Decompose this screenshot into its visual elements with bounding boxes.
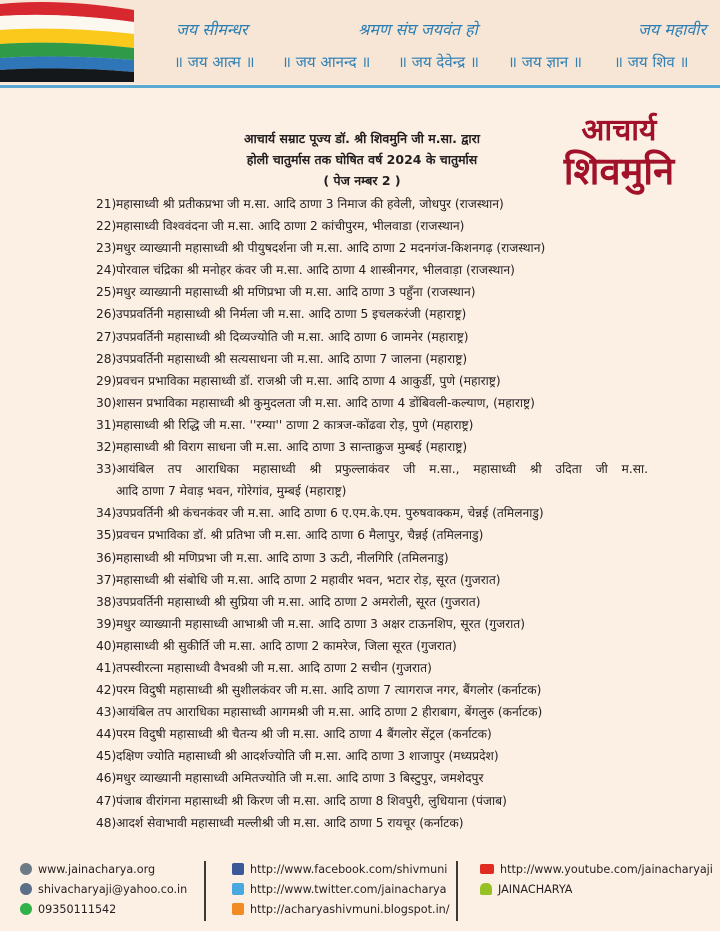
footer-android[interactable] (480, 883, 572, 899)
list-item (96, 414, 648, 436)
item-text: उपप्रवर्तिनी महासाध्वी श्री दिव्यज्योति जी म.सा. आदि ठाणा 6 जामनेर (महाराष्ट्र) (116, 329, 469, 344)
item-number: 38) (96, 594, 117, 609)
list-item (96, 502, 648, 524)
item-number: 22) (96, 219, 117, 234)
chaturmas-list (96, 193, 648, 834)
jain-flag-icon (0, 0, 134, 82)
blogger-icon (232, 903, 244, 915)
item-number: 45) (96, 749, 117, 764)
list-item (96, 237, 648, 259)
item-text: प्रवचन प्रभाविका महासाध्वी डॉ. राजश्री जी म.सा. आदि ठाणा 4 आकुर्डी, पुणे (महाराष्ट्र) (116, 373, 501, 388)
whatsapp-icon (20, 903, 32, 915)
item-number: 31) (96, 417, 117, 432)
globe-icon (20, 863, 32, 875)
item-text: मधुर व्याख्यानी महासाध्वी श्री पीयुषदर्शना जी म.सा. आदि ठाणा 2 मदनगंज-किशनगढ़ (राजस्थान) (116, 241, 546, 256)
item-text: दक्षिण ज्योति महासाध्वी श्री आदर्शज्योति जी म.सा. आदि ठाणा 3 शाजापुर (मध्यप्रदेश) (116, 749, 499, 764)
item-text: तपस्वीरत्ना महासाध्वी वैभवश्री जी म.सा. आदि ठाणा 2 सचीन (गुजरात) (116, 660, 432, 675)
item-text: परम विदुषी महासाध्वी श्री सुशीलकंवर जी म.सा. आदि ठाणा 7 त्यागराज नगर, बैंगलोर (कर्नाटक) (116, 683, 542, 698)
twitter-link[interactable]: http://www.twitter.com/jainacharya (250, 883, 447, 896)
item-text: महासाध्वी श्री रिद्धि जी म.सा. ''रम्या'' ठाणा 2 कात्रज-कोंढवा रोड़, पुणे (महाराष्ट्र) (116, 417, 474, 432)
item-number: 48) (96, 815, 117, 830)
list-item (96, 392, 648, 414)
item-text-continued: आदि ठाणा 7 मेवाड़ भवन, गोरेगांव, मुम्बई (महाराष्ट्र) (116, 484, 347, 499)
item-number: 25) (96, 285, 117, 300)
item-text: महासाध्वी श्री संबोधि जी म.सा. आदि ठाणा 2 महावीर भवन, भटार रोड़, सूरत (गुजरात) (116, 572, 501, 587)
item-number: 40) (96, 638, 117, 653)
item-number: 27) (96, 329, 117, 344)
item-text: पंजाब वीरांगना महासाध्वी श्री किरण जी म.सा. आदि ठाणा 8 शिवपुरी, लुधियाना (पंजाब) (116, 793, 507, 808)
list-item (96, 259, 648, 281)
list-item (96, 303, 648, 325)
android-icon (480, 883, 492, 895)
facebook-link[interactable]: http://www.facebook.com/shivmuni (250, 863, 448, 876)
list-item (96, 547, 648, 569)
list-item (96, 281, 648, 303)
blog-link[interactable]: http://acharyashivmuni.blogspot.in/ (250, 903, 450, 916)
jaya-aatm: ॥ जय आत्म ॥ (174, 53, 255, 71)
item-number: 30) (96, 395, 117, 410)
title-line-1: आचार्य सम्राट पूज्य डॉ. श्री शिवमुनि जी म.सा. द्वारा (243, 131, 481, 146)
list-item (96, 679, 648, 701)
item-number: 28) (96, 351, 117, 366)
item-text: मधुर व्याख्यानी महासाध्वी श्री मणिप्रभा जी म.सा. आदि ठाणा 3 पहुँना (राजस्थान) (116, 285, 476, 300)
item-number: 23) (96, 241, 117, 256)
item-text: उपप्रवर्तिनी श्री कंचनकंवर जी म.सा. आदि ठाणा 6 ए.एम.के.एम. पुरुषवाक्कम, चेन्नई (तमिलनाडु) (116, 506, 544, 521)
item-number: 36) (96, 550, 117, 565)
phone-number[interactable]: 09350111542 (38, 903, 117, 916)
acharya-shivmuni-logo (534, 112, 704, 202)
page-footer (0, 847, 720, 931)
item-text: परम विदुषी महासाध्वी श्री चैतन्य श्री जी म.सा. आदि ठाणा 4 बैंगलोर सेंट्रल (कर्नाटक) (116, 727, 492, 742)
page-header (0, 0, 720, 84)
list-item (96, 790, 648, 812)
item-number: 43) (96, 705, 117, 720)
item-text: उपप्रवर्तिनी महासाध्वी श्री निर्मला जी म.सा. आदि ठाणा 5 इचलकरंजी (महाराष्ट्र) (116, 307, 467, 322)
list-item (96, 524, 648, 546)
item-number: 42) (96, 683, 117, 698)
item-text: महासाध्वी श्री विराग साधना जी म.सा. आदि ठाणा 3 सान्ताक्रुज मुम्बई (महाराष्ट्र) (116, 440, 468, 455)
item-number: 41) (96, 660, 117, 675)
item-number: 39) (96, 616, 117, 631)
item-number: 33) (96, 462, 117, 477)
slogan-right: जय महावीर (637, 20, 706, 39)
list-item (96, 326, 648, 348)
document-title (170, 128, 554, 191)
list-item (96, 436, 648, 458)
list-item (96, 767, 648, 789)
facebook-icon (232, 863, 244, 875)
slogan-left: जय सीमन्धर (176, 20, 248, 39)
footer-website[interactable] (20, 863, 155, 879)
list-item (96, 370, 648, 392)
twitter-icon (232, 883, 244, 895)
android-app-name[interactable]: JAINACHARYA (498, 883, 573, 896)
list-item (96, 723, 648, 745)
header-slogans (170, 18, 706, 42)
item-text: मधुर व्याख्यानी महासाध्वी अमितज्योति जी म.सा. आदि ठाणा 3 बिस्टुपुर, जमशेदपुर (116, 771, 484, 786)
footer-divider (456, 861, 458, 921)
list-item (96, 193, 648, 215)
item-text: पोरवाल चंद्रिका श्री मनोहर कंवर जी म.सा. आदि ठाणा 4 शास्त्रीनगर, भीलवाड़ा (राजस्थान) (116, 263, 515, 278)
list-item (96, 348, 648, 370)
list-item (96, 657, 648, 679)
footer-twitter[interactable] (232, 883, 447, 899)
website-link[interactable]: www.jainacharya.org (38, 863, 156, 876)
email-link[interactable]: shivacharyaji@yahoo.co.in (38, 883, 188, 896)
header-divider (0, 85, 720, 88)
item-number: 26) (96, 307, 117, 322)
footer-phone[interactable] (20, 903, 116, 919)
item-number: 32) (96, 440, 117, 455)
footer-divider (204, 861, 206, 921)
title-line-2: होली चातुर्मास तक घोषित वर्ष 2024 के चातुर्मास (246, 152, 478, 167)
list-item (96, 569, 648, 591)
item-text: उपप्रवर्तिनी महासाध्वी श्री सुप्रिया जी म.सा. आदि ठाणा 2 अमरोली, सूरत (गुजरात) (116, 594, 481, 609)
item-text: आयंबिल तप आराधिका महासाध्वी आगमश्री जी म.सा. आदि ठाणा 2 हीराबाग, बेंगलुरु (कर्नाटक) (116, 705, 543, 720)
title-page-number: ( पेज नम्बर 2 ) (323, 173, 401, 188)
item-text: प्रवचन प्रभाविका डॉ. श्री प्रतिभा जी म.सा. आदि ठाणा 6 मैलापुर, चैन्नई (तमिलनाडु) (116, 528, 484, 543)
item-number: 47) (96, 793, 117, 808)
item-number: 37) (96, 572, 117, 587)
list-item (96, 812, 648, 834)
header-jaya-row (174, 52, 698, 74)
item-text: मधुर व्याख्यानी महासाध्वी आभाश्री जी म.सा. आदि ठाणा 3 अक्षर टाऊनशिप, सूरत (गुजरात) (116, 616, 525, 631)
list-item (96, 591, 648, 613)
footer-blog[interactable] (232, 903, 450, 919)
item-number: 21) (96, 197, 117, 211)
logo-line-1: आचार्य (581, 113, 657, 148)
item-number: 29) (96, 373, 117, 388)
item-text: महासाध्वी श्री प्रतीकप्रभा जी म.सा. आदि ठाणा 3 निमाज की हवेली, जोधपुर (राजस्थान) (116, 197, 504, 211)
youtube-link[interactable]: http://www.youtube.com/jainacharyaji (500, 863, 713, 876)
list-item (96, 701, 648, 723)
list-item (96, 745, 648, 767)
item-number: 44) (96, 727, 117, 742)
jaya-gyan: ॥ जय ज्ञान ॥ (508, 53, 582, 71)
jaya-devendra: ॥ जय देवेन्द्र ॥ (398, 53, 480, 71)
logo-line-2: शिवमुनि (563, 149, 675, 193)
footer-facebook[interactable] (232, 863, 447, 879)
list-item (96, 458, 648, 502)
item-text: शासन प्रभाविका महासाध्वी श्री कुमुदलता जी म.सा. आदि ठाणा 4 डोंबिवली-कल्याण, (महाराष्ट्र) (116, 395, 535, 410)
list-item (96, 635, 648, 657)
footer-youtube[interactable] (480, 863, 713, 879)
item-number: 35) (96, 528, 117, 543)
item-text: आयंबिल तप आराधिका महासाध्वी श्री प्रफुल्लाकंवर जी म.सा., महासाध्वी श्री उदिता जी म.सा. (116, 462, 648, 477)
jaya-anand: ॥ जय आनन्द ॥ (282, 53, 371, 71)
email-icon (20, 883, 32, 895)
item-text: आदर्श सेवाभावी महासाध्वी मल्लीश्री जी म.सा. आदि ठाणा 5 रायचूर (कर्नाटक) (116, 815, 464, 830)
item-text: महासाध्वी श्री मणिप्रभा जी म.सा. आदि ठाणा 3 ऊटी, नीलगिरि (तमिलनाडु) (116, 550, 449, 565)
youtube-icon (480, 864, 494, 874)
list-item (96, 613, 648, 635)
item-number: 46) (96, 771, 117, 786)
slogan-center: श्रमण संघ जयवंत हो (358, 20, 478, 39)
item-text: उपप्रवर्तिनी महासाध्वी श्री सत्यसाधना जी म.सा. आदि ठाणा 7 जालना (महाराष्ट्र) (116, 351, 468, 366)
footer-email[interactable] (20, 883, 187, 899)
item-number: 34) (96, 506, 117, 521)
item-text: महासाध्वी विश्ववंदना जी म.सा. आदि ठाणा 2 कांचीपुरम, भीलवाडा (राजस्थान) (116, 219, 465, 234)
list-item (96, 215, 648, 237)
jaya-shiv: ॥ जय शिव ॥ (614, 53, 689, 71)
item-text: महासाध्वी श्री सुकीर्ति जी म.सा. आदि ठाणा 2 कामरेज, जिला सूरत (गुजरात) (116, 638, 457, 653)
item-number: 24) (96, 263, 117, 278)
